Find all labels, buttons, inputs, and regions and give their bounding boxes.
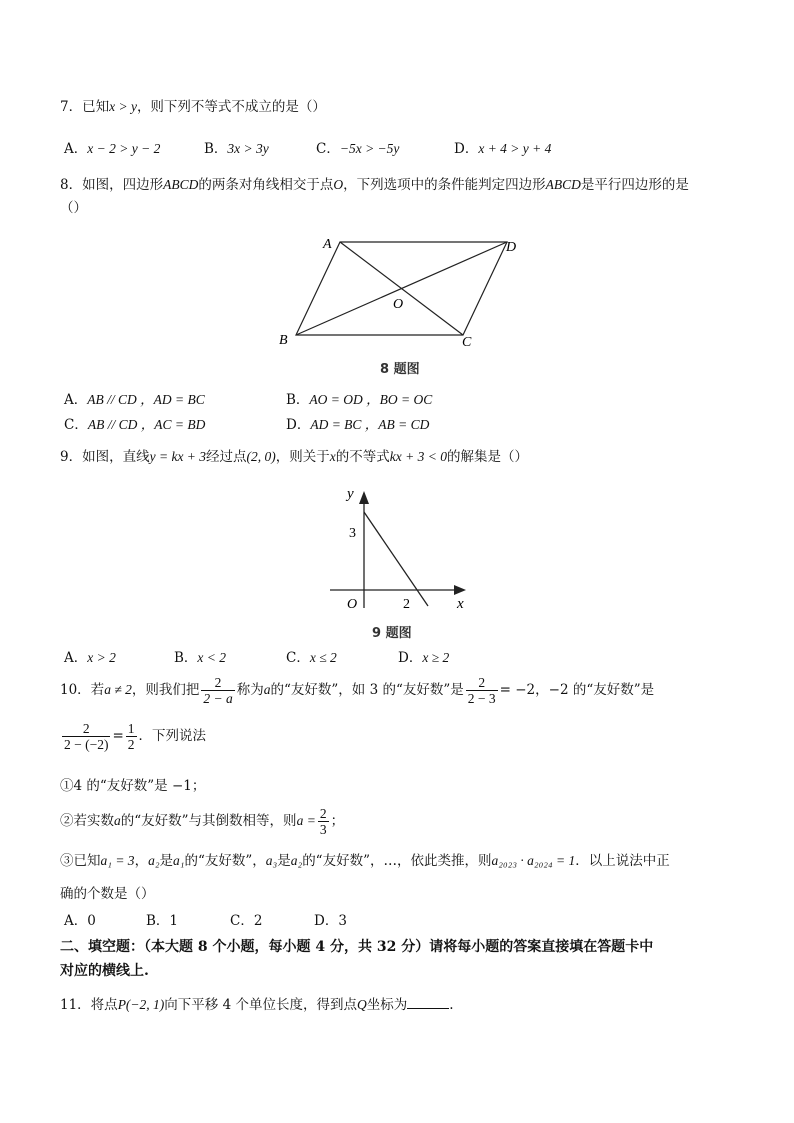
q9-option-c[interactable]: C．x ≤ 2	[286, 650, 337, 666]
label-a: A	[323, 237, 332, 252]
x-label: x	[457, 596, 464, 612]
y-axis-arrow	[359, 491, 369, 504]
q8-option-a[interactable]: A．AB // CD ，AD = BC	[64, 392, 205, 408]
q10-fraction-two-thirds: $\frac{2}{3}$	[319, 806, 327, 837]
x-intercept-label: 2	[403, 597, 410, 612]
q9-option-a[interactable]: A．x > 2	[64, 650, 116, 666]
q9-stem: 9．如图，直线y = kx + 3经过点(2, 0)，则关于x的不等式kx + 3 < 0的解集是（）	[60, 449, 529, 465]
q11-stem: 11．将点P(−2, 1)向下平移 4 个单位长度，得到点Q坐标为 .	[60, 994, 454, 1014]
q10-fraction-example2: $\frac{2}{2 - (-2)}$	[64, 721, 109, 752]
q9-option-d[interactable]: D．x ≥ 2	[398, 650, 450, 666]
line-kx-plus-3	[364, 512, 428, 606]
q10-option-d[interactable]: D．3	[314, 913, 347, 929]
section2-heading-line1: 二、填空题：（本大题 8 个小题，每小题 4 分，共 32 分）请将每小题的答案直接填在答题卡中	[60, 939, 654, 955]
q10-fraction-half: $\frac{1}{2}$	[127, 721, 135, 752]
q8-figure-caption: 8 题图	[380, 362, 420, 377]
q10-stem-line1: 10．若a ≠ 2，则我们把 $\frac{2}{2 - a}$ 称为a的“友好数”，如 3 的“友好数”是 $\frac{2}{2 - 3}$ = −2，−2 的“友好数”是	[60, 675, 655, 706]
x-axis-arrow	[454, 585, 466, 595]
label-b: B	[279, 333, 288, 348]
q7-stem	[60, 98, 326, 116]
q7-option-c[interactable]: C．−5x > −5y	[316, 141, 400, 157]
q10-option-b[interactable]: B．1	[146, 913, 179, 929]
q8-figure-parallelogram	[270, 232, 530, 382]
section2-heading-line2: 对应的横线上.	[60, 963, 149, 979]
q9-figure-caption: 9 题图	[372, 626, 412, 641]
q7-option-d[interactable]: D．x + 4 > y + 4	[454, 141, 552, 157]
q10-option-c[interactable]: C．2	[230, 913, 263, 929]
q7-stem-tail: ，则下列不等式不成立的是（）	[136, 99, 326, 115]
q8-paren: （）	[60, 200, 87, 216]
q7-option-a[interactable]: A．x − 2 > y − 2	[64, 141, 161, 157]
y-label: y	[347, 486, 354, 502]
q10-statement-1: ①4 的“友好数”是 −1；	[60, 778, 206, 794]
q9-option-b[interactable]: B．x < 2	[174, 650, 227, 666]
label-o: O	[393, 297, 404, 312]
q8-option-d[interactable]: D．AD = BC ，AB = CD	[286, 417, 430, 433]
q8-option-c[interactable]: C．AB // CD ，AC = BD	[64, 417, 206, 433]
q10-option-a[interactable]: A．0	[64, 913, 96, 929]
q10-statement-2: ②若实数a的“友好数”与其倒数相等，则a = $\frac{2}{3}$ ；	[60, 806, 345, 837]
q10-fraction-definition: $\frac{2}{2 - a}$	[203, 675, 233, 706]
origin-label: O	[347, 597, 358, 612]
q10-statement-3-cont: 确的个数是（）	[60, 886, 155, 902]
y-intercept-label: 3	[349, 526, 356, 541]
label-c: C	[462, 335, 472, 350]
q10-statement-3: ③已知a₁ = 3，a₂是a₁的“友好数”，a₃是a₂的“友好数”，…，依此类推，则a₂₀₂₃ · a₂₀₂₄ = 1．以上说法中正	[60, 853, 670, 869]
q7-stem-text: 7．已知	[60, 99, 110, 115]
label-d: D	[506, 240, 517, 255]
diagonal-bd	[296, 242, 507, 335]
q10-fraction-example1: $\frac{2}{2 - 3}$	[467, 675, 496, 706]
q10-stem-line2: $\frac{2}{2 - (-2)}$ = $\frac{1}{2}$ ．下列说法	[64, 721, 207, 752]
q9-figure-graph	[320, 480, 480, 645]
q8-stem: 8．如图，四边形ABCD的两条对角线相交于点O，下列选项中的条件能判定四边形ABCD是平行四边形的是	[60, 177, 689, 193]
q7-condition: x > y	[109, 99, 137, 114]
q11-answer-blank[interactable]	[407, 994, 449, 1009]
q8-option-b[interactable]: B．AO = OD ，BO = OC	[286, 392, 433, 408]
q7-option-b[interactable]: B．3x > 3y	[204, 141, 269, 157]
